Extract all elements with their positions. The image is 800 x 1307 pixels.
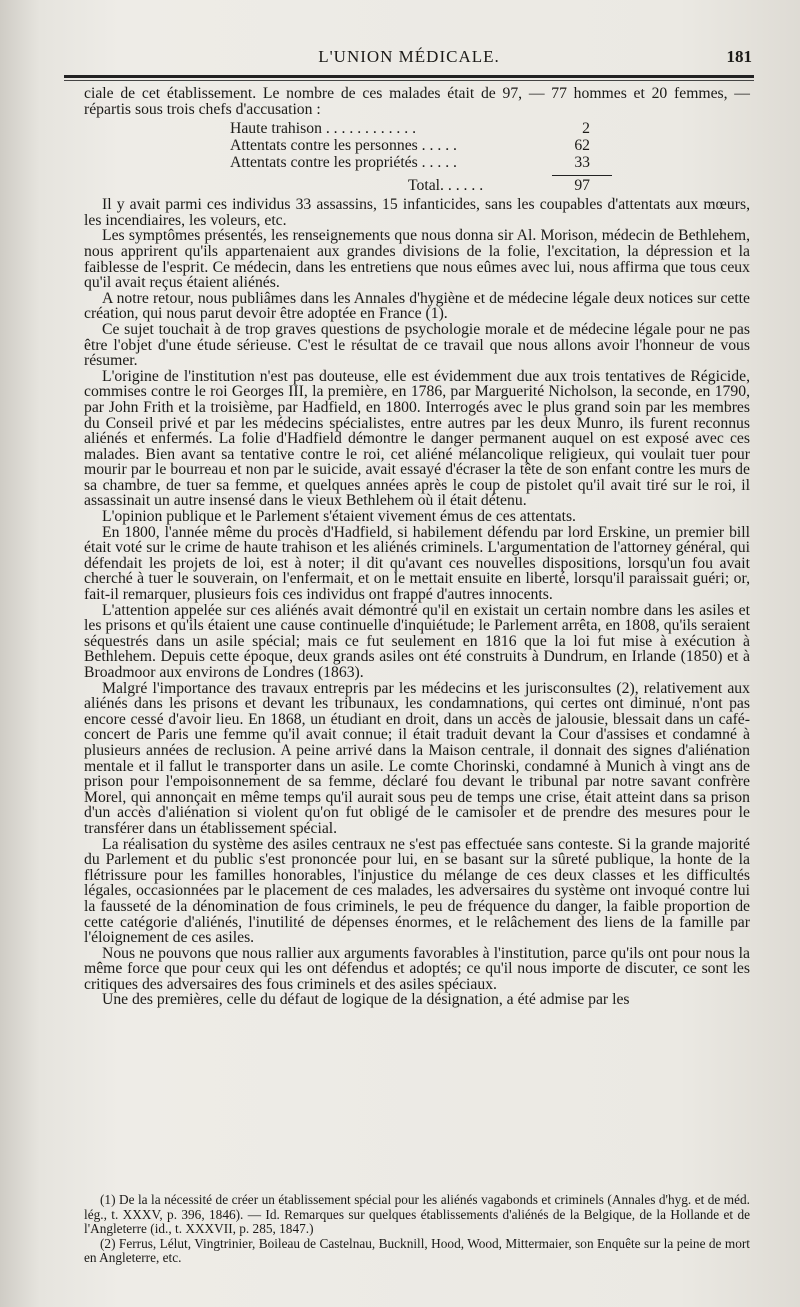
total-rule bbox=[552, 175, 612, 176]
paragraph: L'opinion publique et le Parlement s'étaient vivement émus de ces attentats. bbox=[102, 508, 576, 526]
total-value: 97 bbox=[574, 177, 590, 195]
footnote: (1) De la la nécessité de créer un établissement spécial pour les aliénés vagabonds et criminels (Annales d'hyg. et de méd. lég., t. XXXV, p. 396, 1846). — Id. Remarques sur quelques établissements d'aliénés de la Belgique, de la Hollande et de l'Angleterre (id., t. XXXVII, p. 285, 1847.) bbox=[84, 1192, 750, 1237]
total-row bbox=[230, 178, 590, 195]
intro-paragraph: ciale de cet établissement. Le nombre de ces malades était de 97, — 77 hommes et 20 femmes, — répartis sous trois chefs d'accusation : bbox=[84, 85, 750, 118]
row-value: 33 bbox=[574, 154, 590, 172]
row-label: Haute trahison . . . . . . . . . . . . bbox=[230, 120, 417, 138]
paragraph: La réalisation du système des asiles centraux ne s'est pas effectuée sans conteste. Si la grande majorité du Parlement et du public s'est prononcée pour lui, en se basant sur la sûreté publique, la honte de la flétrissure pour les familles honorables, l'injustice du mélange de ces deux classes et les difficultés légales, occasionnées par le placement de ces malades, les adversaires du système ont invoqué contre lui la fausseté de la dénomination de fous criminels, le peu de fréquence du danger, la faible proportion de cette catégorie d'aliénés, l'inutilité de dépenses énormes, et le relâchement des liens de la famille par l'éloignement de ces asiles. bbox=[84, 835, 750, 947]
total-label: Total. . . . . . bbox=[408, 177, 484, 195]
paragraph: Les symptômes présentés, les renseignements que nous donna sir Al. Morison, médecin de Bethlehem, nous apprirent qu'ils appartenaient aux grandes divisions de la folie, l'excitation, la dépression et la faiblesse de l'esprit. Ce médecin, dans les entretiens que nous eûmes avec lui, nous affirma que tous ceux qu'il avait reçus étaient aliénés. bbox=[84, 227, 750, 292]
paragraph: En 1800, l'année même du procès d'Hadfield, si habilement défendu par lord Erskine, un premier bill était voté sur le crime de haute trahison et les aliénés criminels. L'argumentation de l'attorney général, qui défendait les projets de loi, est à noter; il dit qu'avant ces nouvelles dispositions, lorsqu'un fou avait cherché à tuer le souverain, on l'enfermait, et on le mettait ensuite en liberté, lorsqu'il paraissait guéri; or, fait-il remarquer, plusieurs fois ces individus ont frappé d'autres innocents. bbox=[84, 523, 750, 604]
row-value: 62 bbox=[574, 137, 590, 155]
header-rule-thin bbox=[64, 80, 754, 81]
paragraph: Nous ne pouvons que nous rallier aux arguments favorables à l'institution, parce qu'ils ont pour nous la même force que pour ceux qui les ont défendus et adoptés; ce qu'il nous importe de discuter, ce sont les critiques des adversaires des fous criminels et des asiles spéciaux. bbox=[84, 944, 750, 993]
journal-title: L'UNION MÉDICALE. bbox=[318, 47, 500, 66]
paragraph: A notre retour, nous publiâmes dans les Annales d'hygiène et de médecine légale deux notices sur cette création, qui nous parut devoir être adoptée en France (1). bbox=[84, 289, 750, 323]
accusation-table bbox=[230, 121, 590, 195]
paragraph: Une des premières, celle du défaut de logique de la désignation, a été admise par les bbox=[102, 991, 630, 1009]
table-row bbox=[230, 121, 590, 138]
row-label: Attentats contre les personnes . . . . . bbox=[230, 137, 457, 155]
body-text bbox=[84, 86, 750, 1008]
paragraph: L'origine de l'institution n'est pas douteuse, elle est évidemment due aux trois tentatives de Régicide, commises contre le roi Georges III, la première, en 1786, par Marguerité Nicholson, la seconde, en 1790, par John Frith et la troisième, par Hadfield, en 1800. Interrogés avec le plus grand soin par les membres du Conseil privé et par les médecins spécialistes, entre autres par les deux Munro, ils furent reconnus aliénés et enfermés. La folie d'Hadfield démontre le danger permanent auquel on est exposé avec ces malades. Bien avant sa tentative contre le roi, cet aliéné mélancolique religieux, qui voulait tuer pour mourir par le bourreau et non par le suicide, avait essayé d'écraser la tête de son enfant contre les murs de sa chambre, de tuer sa femme, et quelques années après le coup de pistolet qu'il avait tiré sur le roi, il assassinait un autre insensé dans le vieux Bethlehem où il était détenu. bbox=[84, 367, 750, 510]
table-row bbox=[230, 138, 590, 155]
row-value: 2 bbox=[582, 120, 590, 138]
footnotes bbox=[84, 1193, 750, 1266]
page-number: 181 bbox=[726, 47, 752, 66]
paragraph: L'attention appelée sur ces aliénés avait démontré qu'il en existait un certain nombre dans les asiles et les prisons et qu'ils étaient une cause continuelle d'inquiétude; le Parlement arrêta, en 1808, qu'ils seraient séquestrés dans un asile spécial; mais ce fut seulement en 1816 que la loi fut mise à exécution à Bethlehem. Depuis cette époque, deux grands asiles ont été construits à Dundrum, en Irlande (1850) et à Broadmoor aux environs de Londres (1863). bbox=[84, 601, 750, 681]
table-row bbox=[230, 155, 590, 172]
header-rule bbox=[64, 75, 754, 78]
running-header bbox=[66, 44, 752, 70]
paragraph: Il y avait parmi ces individus 33 assassins, 15 infanticides, sans les coupables d'attentats aux mœurs, les incendiaires, les voleurs, etc. bbox=[84, 196, 750, 229]
paragraph: Ce sujet touchait à de trop graves questions de psychologie morale et de médecine légale pour ne pas être l'objet d'une étude sérieuse. C'est le résultat de ce travail que nous allons avoir l'honneur de vous résumer. bbox=[84, 320, 750, 370]
row-label: Attentats contre les propriétés . . . . . bbox=[230, 154, 457, 172]
footnote: (2) Ferrus, Lélut, Vingtrinier, Boileau de Castelnau, Bucknill, Hood, Wood, Mittermaier, son Enquête sur la peine de mort en Angleterre, etc. bbox=[84, 1235, 750, 1266]
paragraph: Malgré l'importance des travaux entrepris par les médecins et les jurisconsultes (2), relativement aux aliénés dans les prisons et devant les tribunaux, les condamnations, qui certes ont diminué, n'ont pas encore cessé d'avoir lieu. En 1868, un étudiant en droit, dans un accès de jalousie, blessait dans un café-concert de Paris une femme qu'il avait connue; il était traduit devant la Cour d'assises et condamné à plusieurs années de reclusion. A peine arrivé dans la Maison centrale, il donnait des signes d'aliénation mentale et il fallut le transporter dans un asile. Le comte Chorinski, condamné à Munich à vingt ans de prison pour l'empoisonnement de sa femme, déclaré fou devant le tribunal par notre savant confrère Morel, qui annonçait en même temps qu'il aurait sous peu de temps une crise, était atteint dans sa prison d'un accès d'aliénation si violent qu'on fut obligé de le camisoler et de prendre des mesures pour le transférer dans un établissement spécial. bbox=[84, 679, 750, 837]
